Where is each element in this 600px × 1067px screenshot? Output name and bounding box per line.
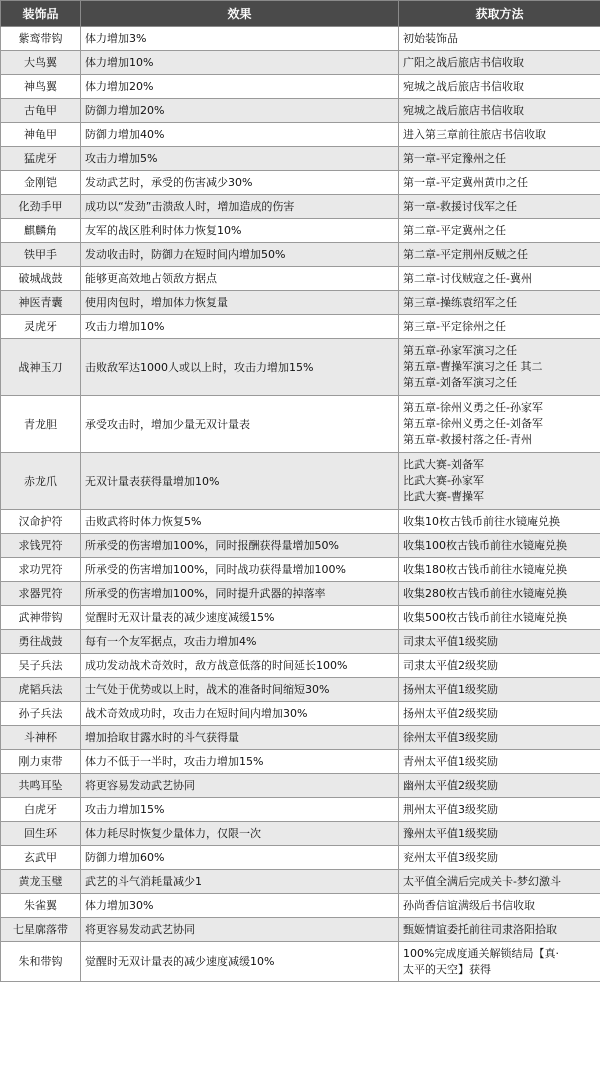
source-line: 幽州太平值2级奖励 (403, 778, 498, 792)
cell-accessory-name: 求器咒符 (1, 582, 81, 606)
cell-source (399, 339, 600, 396)
source-line: 第一章-平定豫州之任 (403, 151, 506, 165)
cell-effect: 体力增加30% (81, 894, 399, 918)
cell-effect: 击败敌军达1000人或以上时，攻击力增加15% (81, 339, 399, 396)
cell-accessory-name: 古龟甲 (1, 99, 81, 123)
cell-accessory-name: 刚力束带 (1, 750, 81, 774)
source-line: 宛城之战后旅店书信收取 (403, 79, 524, 93)
table-row (1, 630, 600, 654)
cell-source (399, 510, 600, 534)
table-row (1, 798, 600, 822)
cell-source (399, 894, 600, 918)
cell-source (399, 798, 600, 822)
cell-source (399, 630, 600, 654)
cell-accessory-name: 黄龙玉璧 (1, 870, 81, 894)
cell-effect: 体力增加3% (81, 27, 399, 51)
table-row (1, 774, 600, 798)
source-line: 扬州太平值2级奖励 (403, 706, 498, 720)
cell-effect: 将更容易发动武艺协同 (81, 918, 399, 942)
table-row (1, 315, 600, 339)
table-row (1, 75, 600, 99)
source-line: 太平的天空】获得 (403, 962, 491, 976)
cell-effect: 友军的战区胜利时体力恢复10% (81, 219, 399, 243)
cell-accessory-name: 白虎牙 (1, 798, 81, 822)
cell-source (399, 534, 600, 558)
cell-source (399, 51, 600, 75)
cell-source (399, 774, 600, 798)
table-row (1, 27, 600, 51)
source-line: 收集280枚古钱币前往水镜庵兑换 (403, 586, 567, 600)
table-row (1, 702, 600, 726)
source-line: 第二章-平定荆州反贼之任 (403, 247, 528, 261)
source-line: 100%完成度通关解锁结局【真· (403, 946, 559, 960)
cell-accessory-name: 虎韬兵法 (1, 678, 81, 702)
cell-effect: 攻击力增加10% (81, 315, 399, 339)
cell-source (399, 123, 600, 147)
source-line: 第三章-平定徐州之任 (403, 319, 506, 333)
source-line: 第五章-救援村落之任-青州 (403, 433, 532, 446)
cell-source (399, 822, 600, 846)
cell-accessory-name: 孙子兵法 (1, 702, 81, 726)
cell-source (399, 27, 600, 51)
cell-accessory-name: 汉命护符 (1, 510, 81, 534)
table-row (1, 291, 600, 315)
source-line: 收集100枚古钱币前往水镜庵兑换 (403, 538, 567, 552)
source-line: 司隶太平值2级奖励 (403, 658, 498, 672)
cell-accessory-name: 求功咒符 (1, 558, 81, 582)
table-row (1, 123, 600, 147)
cell-effect: 发动收击时，防御力在短时间内增加50% (81, 243, 399, 267)
cell-effect: 无双计量表获得量增加10% (81, 453, 399, 510)
cell-effect: 攻击力增加5% (81, 147, 399, 171)
cell-source (399, 918, 600, 942)
source-line: 孙尚香信谊满级后书信收取 (403, 898, 535, 912)
table-row (1, 582, 600, 606)
source-line: 第五章-孙家军演习之任 (403, 344, 517, 357)
cell-source (399, 219, 600, 243)
source-line: 司隶太平值1级奖励 (403, 634, 498, 648)
cell-accessory-name: 神龟甲 (1, 123, 81, 147)
cell-effect: 体力耗尽时恢复少量体力，仅限一次 (81, 822, 399, 846)
cell-accessory-name: 武神带钩 (1, 606, 81, 630)
source-line: 第三章-操练袁绍军之任 (403, 295, 517, 309)
source-line: 青州太平值1级奖励 (403, 754, 498, 768)
cell-accessory-name: 求钱咒符 (1, 534, 81, 558)
cell-accessory-name: 灵虎牙 (1, 315, 81, 339)
cell-accessory-name: 斗神杯 (1, 726, 81, 750)
table-row (1, 267, 600, 291)
cell-effect: 体力不低于一半时，攻击力增加15% (81, 750, 399, 774)
source-line: 太平值全满后完成关卡-梦幻激斗 (403, 874, 561, 888)
source-line: 甄姬情谊委托前往司隶洛阳拾取 (403, 922, 557, 936)
cell-source (399, 942, 600, 982)
source-line: 第五章-刘备军演习之任 (403, 376, 517, 389)
cell-accessory-name: 七星廓落带 (1, 918, 81, 942)
cell-effect: 觉醒时无双计量表的减少速度减缓10% (81, 942, 399, 982)
table-row (1, 894, 600, 918)
cell-accessory-name: 麒麟角 (1, 219, 81, 243)
cell-source (399, 606, 600, 630)
cell-source (399, 291, 600, 315)
table-row (1, 147, 600, 171)
cell-source (399, 147, 600, 171)
cell-effect: 每有一个友军据点，攻击力增加4% (81, 630, 399, 654)
table-row (1, 396, 600, 453)
cell-effect: 增加拾取甘露水时的斗气获得量 (81, 726, 399, 750)
source-line: 徐州太平值3级奖励 (403, 730, 498, 744)
cell-source (399, 558, 600, 582)
cell-effect: 承受攻击时，增加少量无双计量表 (81, 396, 399, 453)
table-row (1, 195, 600, 219)
source-line: 第一章-救援讨伐军之任 (403, 199, 517, 213)
table-row (1, 870, 600, 894)
source-line: 收集180枚古钱币前往水镜庵兑换 (403, 562, 567, 576)
cell-effect: 成功以“发劲”击溃敌人时，增加造成的伤害 (81, 195, 399, 219)
table-header-row (1, 1, 600, 27)
cell-accessory-name: 共鸣耳坠 (1, 774, 81, 798)
source-line: 扬州太平值1级奖励 (403, 682, 498, 696)
cell-effect: 士气处于优势或以上时，战术的准备时间缩短30% (81, 678, 399, 702)
cell-accessory-name: 青龙胆 (1, 396, 81, 453)
table-row (1, 654, 600, 678)
cell-effect: 体力增加20% (81, 75, 399, 99)
source-line: 第五章-徐州义勇之任-刘备军 (403, 417, 543, 430)
cell-accessory-name: 朱雀翼 (1, 894, 81, 918)
cell-source (399, 75, 600, 99)
cell-accessory-name: 猛虎牙 (1, 147, 81, 171)
cell-accessory-name: 铁甲手 (1, 243, 81, 267)
cell-source (399, 195, 600, 219)
source-line: 第二章-讨伐贼寇之任-冀州 (403, 271, 532, 285)
source-line: 第二章-平定冀州之任 (403, 223, 506, 237)
source-line: 进入第三章前往旅店书信收取 (403, 127, 546, 141)
cell-accessory-name: 化劲手甲 (1, 195, 81, 219)
table-row (1, 558, 600, 582)
cell-effect: 武艺的斗气消耗量减少1 (81, 870, 399, 894)
source-line: 比武大赛-刘备军 (403, 458, 484, 471)
source-line: 第五章-徐州义勇之任-孙家军 (403, 401, 543, 414)
source-line: 豫州太平值1级奖励 (403, 826, 498, 840)
cell-source (399, 453, 600, 510)
cell-accessory-name: 朱和带钩 (1, 942, 81, 982)
source-line: 比武大赛-曹操军 (403, 490, 484, 503)
source-line: 收集500枚古钱币前往水镜庵兑换 (403, 610, 567, 624)
column-header-accessory: 装饰品 (1, 1, 81, 27)
cell-effect: 体力增加10% (81, 51, 399, 75)
cell-source (399, 171, 600, 195)
source-line: 收集10枚古钱币前往水镜庵兑换 (403, 514, 560, 528)
source-line: 比武大赛-孙家军 (403, 474, 484, 487)
source-line: 初始装饰品 (403, 31, 458, 45)
source-line: 兖州太平值3级奖励 (403, 850, 498, 864)
table-row (1, 678, 600, 702)
source-line: 第一章-平定冀州黄巾之任 (403, 175, 528, 189)
column-header-effect: 效果 (81, 1, 399, 27)
source-line: 荆州太平值3级奖励 (403, 802, 498, 816)
table-row (1, 99, 600, 123)
cell-source (399, 396, 600, 453)
table-row (1, 726, 600, 750)
cell-effect: 防御力增加20% (81, 99, 399, 123)
cell-effect: 攻击力增加15% (81, 798, 399, 822)
cell-accessory-name: 紫鸾带钩 (1, 27, 81, 51)
table-row (1, 339, 600, 396)
column-header-source: 获取方法 (399, 1, 600, 27)
table-row (1, 51, 600, 75)
table-row (1, 750, 600, 774)
cell-accessory-name: 玄武甲 (1, 846, 81, 870)
cell-accessory-name: 神医青囊 (1, 291, 81, 315)
table-body (1, 27, 600, 982)
cell-source (399, 726, 600, 750)
cell-source (399, 870, 600, 894)
cell-effect: 成功发动战术奇效时，敌方战意低落的时间延长100% (81, 654, 399, 678)
cell-effect: 发动武艺时，承受的伤害减少30% (81, 171, 399, 195)
cell-accessory-name: 吴子兵法 (1, 654, 81, 678)
cell-source (399, 702, 600, 726)
cell-accessory-name: 勇往战鼓 (1, 630, 81, 654)
cell-effect: 所承受的伤害增加100%，同时提升武器的掉落率 (81, 582, 399, 606)
cell-source (399, 678, 600, 702)
cell-source (399, 243, 600, 267)
table-row (1, 942, 600, 982)
table-row (1, 243, 600, 267)
cell-effect: 所承受的伤害增加100%，同时报酬获得量增加50% (81, 534, 399, 558)
cell-source (399, 315, 600, 339)
source-line: 第五章-曹操军演习之任 其二 (403, 360, 543, 373)
table-row (1, 846, 600, 870)
cell-accessory-name: 回生环 (1, 822, 81, 846)
cell-source (399, 654, 600, 678)
cell-accessory-name: 赤龙爪 (1, 453, 81, 510)
table-row (1, 219, 600, 243)
cell-effect: 战术奇效成功时，攻击力在短时间内增加30% (81, 702, 399, 726)
cell-accessory-name: 大鸟翼 (1, 51, 81, 75)
cell-effect: 击败武将时体力恢复5% (81, 510, 399, 534)
cell-effect: 将更容易发动武艺协同 (81, 774, 399, 798)
cell-source (399, 267, 600, 291)
cell-effect: 觉醒时无双计量表的减少速度减缓15% (81, 606, 399, 630)
cell-effect: 所承受的伤害增加100%，同时战功获得量增加100% (81, 558, 399, 582)
cell-effect: 防御力增加40% (81, 123, 399, 147)
cell-accessory-name: 破城战鼓 (1, 267, 81, 291)
table-row (1, 918, 600, 942)
table-row (1, 822, 600, 846)
cell-effect: 使用肉包时，增加体力恢复量 (81, 291, 399, 315)
cell-source (399, 846, 600, 870)
cell-accessory-name: 战神玉刀 (1, 339, 81, 396)
table-row (1, 171, 600, 195)
table-row (1, 510, 600, 534)
source-line: 广阳之战后旅店书信收取 (403, 55, 524, 69)
cell-source (399, 99, 600, 123)
source-line: 宛城之战后旅店书信收取 (403, 103, 524, 117)
cell-effect: 防御力增加60% (81, 846, 399, 870)
table-row (1, 606, 600, 630)
cell-accessory-name: 金刚铠 (1, 171, 81, 195)
cell-source (399, 750, 600, 774)
cell-source (399, 582, 600, 606)
cell-accessory-name: 神鸟翼 (1, 75, 81, 99)
table-row (1, 453, 600, 510)
table-row (1, 534, 600, 558)
cell-effect: 能够更高效地占领敌方据点 (81, 267, 399, 291)
